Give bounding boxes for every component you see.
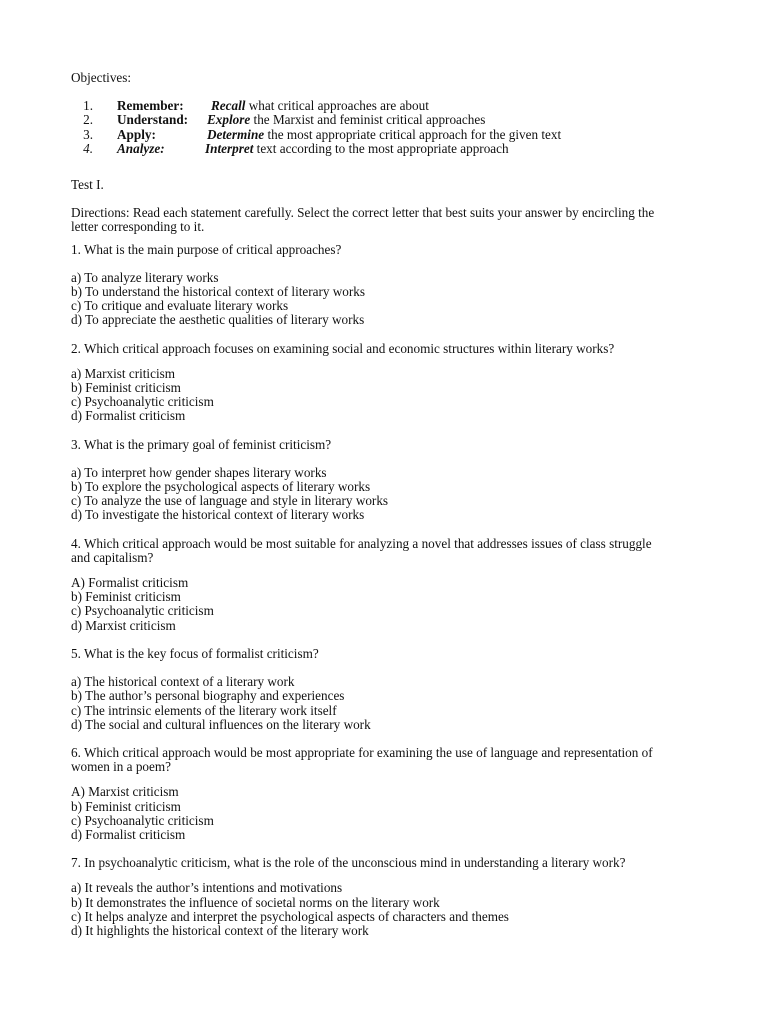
question-3: 3. What is the primary goal of feminist criticism?	[71, 436, 332, 452]
answer-option: c) Psychoanalytic criticism	[71, 603, 214, 619]
objective-label: Apply:	[117, 126, 156, 142]
directions-text: Directions: Read each statement carefully. Select the correct letter that best suits your answer by encircling the letter corresponding to it.	[71, 205, 655, 235]
question-4: 4. Which critical approach would be most suitable for analyzing a novel that addresses issues of class struggle and capitalism?	[71, 535, 652, 565]
answer-option: b) It demonstrates the influence of societal norms on the literary work	[71, 894, 440, 910]
answer-option: a) To analyze literary works	[71, 269, 219, 285]
answer-option: d) Formalist criticism	[71, 408, 186, 424]
answer-option: b) Feminist criticism	[71, 798, 181, 814]
objective-item	[71, 113, 671, 127]
answer-option: b) The author’s personal biography and experiences	[71, 688, 345, 704]
answer-option: d) It highlights the historical context of the literary work	[71, 922, 369, 938]
objective-text	[207, 128, 561, 142]
answer-option: c) The intrinsic elements of the literary work itself	[71, 702, 337, 718]
answer-option: d) Marxist criticism	[71, 617, 176, 633]
question-5: 5. What is the key focus of formalist criticism?	[71, 645, 319, 661]
question-5-options	[71, 675, 671, 732]
objective-number: 3.	[83, 126, 93, 142]
question-1-options	[71, 271, 671, 328]
answer-option: b) Feminist criticism	[71, 589, 181, 605]
answer-option: a) To interpret how gender shapes literary works	[71, 464, 327, 480]
answer-option: A) Formalist criticism	[71, 575, 189, 591]
answer-option: a) It reveals the author’s intentions and motivations	[71, 880, 343, 896]
objective-item	[71, 142, 671, 156]
objective-item	[71, 128, 671, 142]
question-1: 1. What is the main purpose of critical approaches?	[71, 241, 342, 257]
objective-text	[207, 113, 485, 127]
objective-rest: the most appropriate critical approach for the given text	[264, 126, 562, 142]
document-page	[71, 71, 671, 952]
answer-option: a) Marxist criticism	[71, 365, 176, 381]
test-title: Test I.	[71, 177, 104, 193]
objective-text	[211, 99, 429, 113]
objective-text	[205, 142, 509, 156]
answer-option: c) It helps analyze and interpret the psychological aspects of characters and themes	[71, 908, 509, 924]
question-6-options	[71, 785, 671, 842]
question-7-options	[71, 881, 671, 938]
objective-rest: the Marxist and feminist critical approaches	[250, 112, 486, 128]
question-4-options	[71, 576, 671, 633]
answer-option: d) To investigate the historical context of literary works	[71, 507, 365, 523]
question-2: 2. Which critical approach focuses on examining social and economic structures within literary works?	[71, 340, 615, 356]
objective-item	[71, 99, 671, 113]
answer-option: b) To understand the historical context of literary works	[71, 284, 366, 300]
objective-number: 2.	[83, 112, 93, 128]
answer-option: c) To critique and evaluate literary works	[71, 298, 289, 314]
answer-option: b) Feminist criticism	[71, 380, 181, 396]
objective-rest: text according to the most appropriate approach	[253, 140, 509, 156]
objective-label: Analyze:	[117, 140, 165, 156]
objective-verb: Recall	[211, 98, 246, 114]
objective-rest: what critical approaches are about	[245, 98, 429, 114]
question-7: 7. In psychoanalytic criticism, what is the role of the unconscious mind in understanding a literary work?	[71, 855, 626, 871]
answer-option: c) To analyze the use of language and style in literary works	[71, 493, 389, 509]
answer-option: d) Formalist criticism	[71, 826, 186, 842]
objective-verb: Determine	[207, 126, 265, 142]
objectives-list	[71, 99, 671, 156]
answer-option: d) The social and cultural influences on the literary work	[71, 716, 371, 732]
question-6: 6. Which critical approach would be most appropriate for examining the use of language and representation of women in a poem?	[71, 744, 653, 775]
objective-label: Remember:	[117, 98, 184, 114]
objective-label: Understand:	[117, 112, 189, 128]
question-2-options	[71, 367, 671, 424]
answer-option: b) To explore the psychological aspects of literary works	[71, 479, 371, 495]
objectives-heading: Objectives:	[71, 70, 132, 85]
question-3-options	[71, 466, 671, 523]
answer-option: c) Psychoanalytic criticism	[71, 812, 214, 828]
objective-verb: Interpret	[205, 140, 254, 156]
answer-option: d) To appreciate the aesthetic qualities of literary works	[71, 312, 365, 328]
answer-option: a) The historical context of a literary work	[71, 674, 295, 690]
objective-number: 4.	[83, 140, 93, 156]
answer-option: A) Marxist criticism	[71, 784, 179, 800]
answer-option: c) Psychoanalytic criticism	[71, 394, 214, 410]
objective-verb: Explore	[207, 112, 251, 128]
objective-number: 1.	[83, 98, 93, 114]
